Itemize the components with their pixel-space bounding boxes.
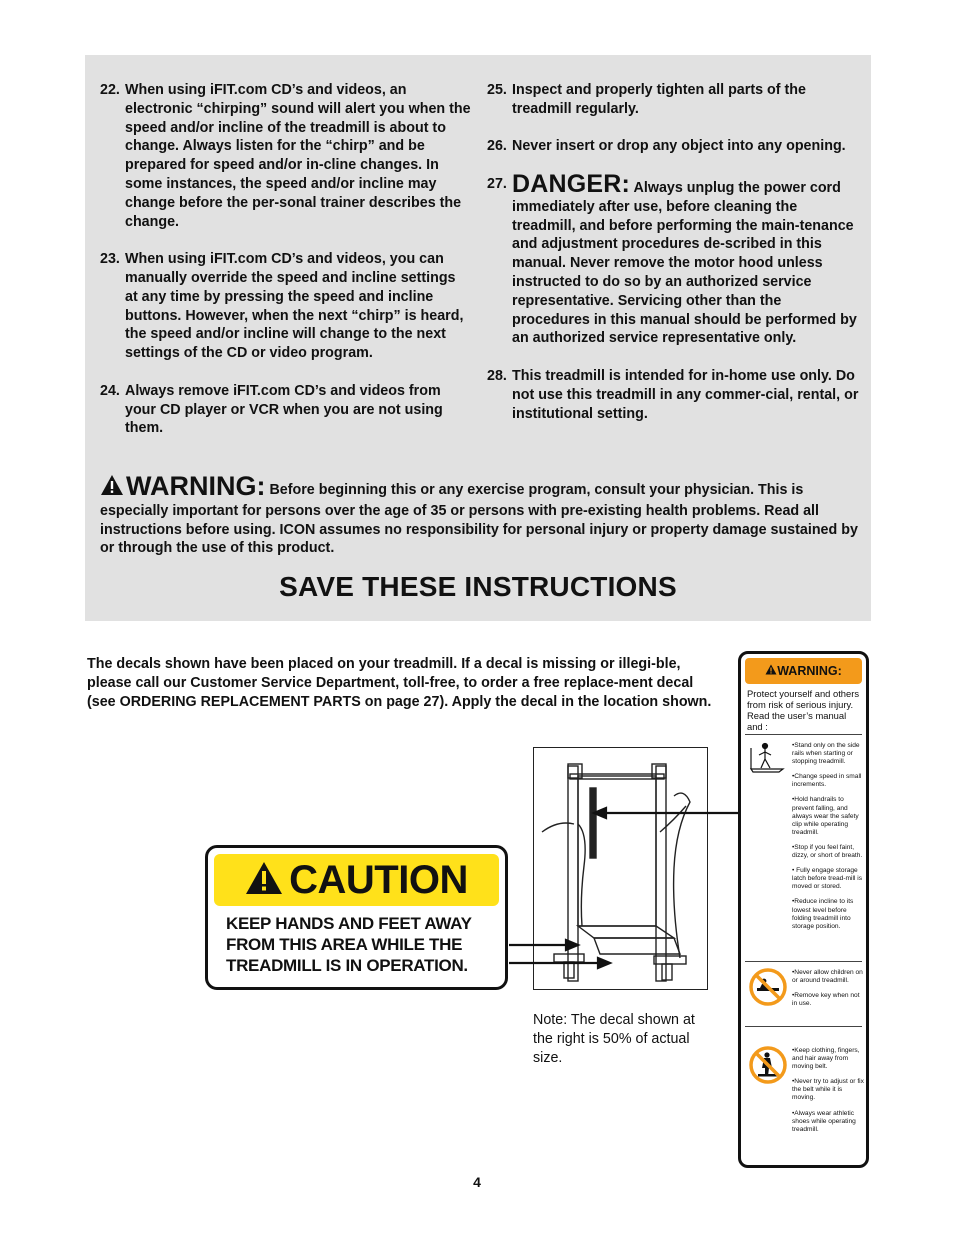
item-text: Never insert or drop any object into any opening. xyxy=(512,138,846,155)
warning-decal-header xyxy=(745,658,862,684)
item-number: 25. xyxy=(487,82,507,98)
warning-triangle-icon xyxy=(765,664,777,678)
no-children-icon xyxy=(749,968,787,1011)
warning-text: Before beginning this or any exercise program, consult your physician. This is especially important for persons over the age of 35 or persons with pre-existing health problems. Read all instructions before using. ICON assumes no responsibility for personal injury or property damage sustained by or through the use of this product. xyxy=(100,482,858,557)
decal-bullet: •Reduce incline to its lowest level before folding treadmill into storage position. xyxy=(792,898,854,930)
warning-decal-list-2 xyxy=(792,969,866,1015)
decal-bullet: •Never try to adjust or fix the belt while it is moving. xyxy=(792,1078,864,1102)
person-on-siderails-icon xyxy=(749,742,785,779)
decal-bullet: •Keep clothing, fingers, and hair away from moving belt. xyxy=(792,1047,860,1071)
item-text: When using iFIT.com CD’s and videos, you can manually override the speed and incline settings at any time by pressing the speed and incline buttons. However, when the next “chirp” is heard, the speed and/or incline will change to the next settings of the CD or video program. xyxy=(125,251,464,362)
save-instructions-heading: SAVE THESE INSTRUCTIONS xyxy=(279,571,677,602)
divider xyxy=(745,1026,862,1027)
caution-header xyxy=(214,854,499,906)
caution-title: CAUTION xyxy=(289,857,468,902)
item-number: 26. xyxy=(487,138,507,155)
decal-size-note: Note: The decal shown at the right is 50% of actual size. xyxy=(533,1012,695,1066)
item-text: Inspect and properly tighten all parts of the treadmill regularly. xyxy=(512,82,806,117)
decals-intro-text: The decals shown have been placed on your treadmill. If a decal is missing or illegi-ble, please call our Customer Service Department, toll-free, to order a free replace-ment decal (see ORDERING REPLACEMENT PARTS on page 27). Apply the decal in the location shown. xyxy=(87,656,712,710)
decal-bullet: •Stand only on the side rails when starting or stopping treadmill. xyxy=(792,742,860,766)
warning-decal xyxy=(738,651,869,1168)
decal-bullet: •Never allow children on or around treadmill. xyxy=(792,969,863,985)
divider xyxy=(745,961,862,962)
warning-decal-title: WARNING: xyxy=(777,664,842,678)
decal-bullet: •Change speed in small increments. xyxy=(792,773,862,789)
keep-away-from-belt-icon xyxy=(749,1046,787,1089)
item-text: This treadmill is intended for in-home use only. Do not use this treadmill in any commer-cial, rental, or institutional setting. xyxy=(512,367,859,422)
decal-bullet: •Stop if you feel faint, dizzy, or short of breath. xyxy=(792,843,863,860)
page-number: 4 xyxy=(473,1174,481,1190)
warning-decal-intro: Protect yourself and others from risk of serious injury. Read the user’s manual and : xyxy=(747,688,860,732)
item-text: When using iFIT.com CD’s and videos, an electronic “chirping” sound will alert you when the speed and/or incline of the treadmill is about to change. Always listen for the “chirp” and be prepared for speed and/or in-cline changes. In some instances, the speed and/or incline may change before the per-sonal trainer describes the change. xyxy=(125,82,471,230)
danger-label: DANGER: xyxy=(512,169,631,198)
divider xyxy=(745,734,862,735)
item-number: 24. xyxy=(100,382,120,399)
item-number: 22. xyxy=(100,82,120,98)
decal-bullet: •Remove key when not in use. xyxy=(792,992,860,1008)
decal-bullet: • Fully engage storage latch before tread-mill is moved or stored. xyxy=(792,867,862,891)
caution-decal xyxy=(205,845,508,990)
warning-decal-list-3 xyxy=(792,1047,866,1141)
item-number: 23. xyxy=(100,251,120,268)
item-number: 28. xyxy=(487,367,507,384)
caution-body-text: KEEP HANDS AND FEET AWAY FROM THIS AREA WHILE THE TREADMILL IS IN OPERATION. xyxy=(226,914,472,975)
warning-decal-list-1 xyxy=(792,742,866,938)
decal-bullet: •Hold handrails to prevent falling, and always wear the safety clip while operating treadmill. xyxy=(792,796,859,836)
warning-label: WARNING: xyxy=(126,471,266,501)
item-number: 27. xyxy=(487,175,507,192)
caution-triangle-icon xyxy=(245,861,283,900)
decal-bullet: •Always wear athletic shoes while operating treadmill. xyxy=(792,1109,856,1133)
item-text: Always unplug the power cord immediately after use, before cleaning the treadmill, and before performing the main-tenance and adjustment procedures de-scribed in this manual. Never remove the motor hood unless instructed to do so by an authorized service representative. Servicing other than the procedures in this manual should be performed by an authorized service representative only. xyxy=(512,179,857,347)
item-text: Always remove iFIT.com CD’s and videos from your CD player or VCR when you are not using them. xyxy=(125,382,443,437)
